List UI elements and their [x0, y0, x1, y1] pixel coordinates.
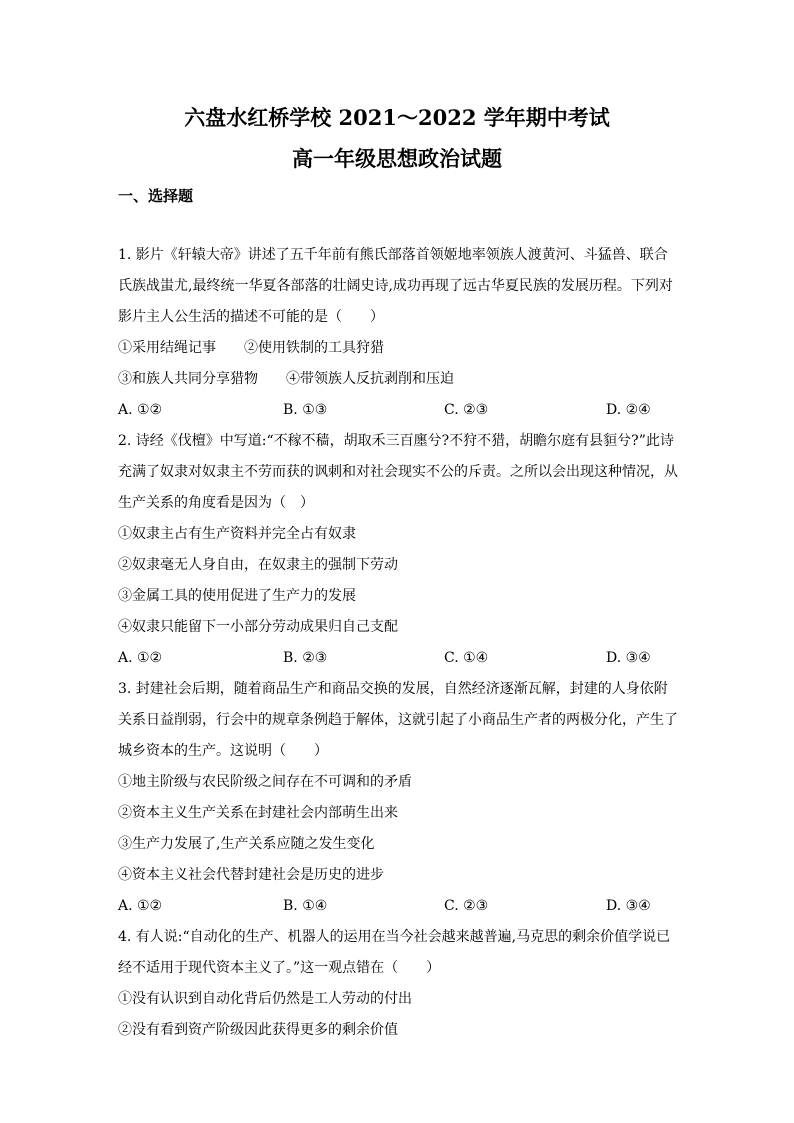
- question-2-statement-4: ④奴隶只能留下一小部分劳动成果归自己支配: [118, 619, 398, 635]
- question-4-stem-line-2: 经不适用于现代资本主义了。”这一观点错在（ ）: [118, 960, 441, 976]
- question-2-option-d: D. ③④: [606, 650, 651, 666]
- question-2-statement-3: ③金属工具的使用促进了生产力的发展: [118, 588, 356, 604]
- question-2-option-c: C. ①④: [444, 650, 489, 666]
- question-2-stem-line-1: 2. 诗经《伐檀》中写道:“不稼不穑，胡取禾三百廛兮?不狩不猎，胡瞻尔庭有县貆兮?”此诗: [118, 433, 674, 449]
- question-1-stem-line-1: 1. 影片《轩辕大帝》讲述了五千年前有熊氏部落首领姬地率领族人渡黄河、斗猛兽、联合: [118, 247, 668, 263]
- question-2-option-a: A. ①②: [118, 650, 163, 666]
- question-2-statement-2: ②奴隶毫无人身自由，在奴隶主的强制下劳动: [118, 557, 398, 573]
- question-1-option-b: B. ①③: [283, 402, 328, 418]
- question-3-statement-2: ②资本主义生产关系在封建社会内部萌生出来: [118, 805, 398, 821]
- question-2-stem-line-3: 生产关系的角度看是因为（ ）: [118, 495, 314, 511]
- question-3-stem-line-2: 关系日益削弱，行会中的规章条例趋于解体，这就引起了小商品生产者的两极分化，产生了: [118, 712, 678, 728]
- question-3-stem-line-3: 城乡资本的生产。这说明（ ）: [118, 743, 328, 759]
- question-3-statement-4: ④资本主义社会代替封建社会是历史的进步: [118, 867, 384, 883]
- question-3-statement-1: ①地主阶级与农民阶级之间存在不可调和的矛盾: [118, 774, 412, 790]
- question-3-stem-line-1: 3. 封建社会后期，随着商品生产和商品交换的发展，自然经济逐渐瓦解，封建的人身依附: [118, 681, 668, 697]
- question-3-option-b: B. ①④: [283, 898, 328, 914]
- question-1-option-d: D. ②④: [606, 402, 651, 418]
- question-4-stem-line-1: 4. 有人说:“自动化的生产、机器人的运用在当今社会越来越普遍,马克思的剩余价值学说已: [118, 929, 671, 945]
- question-1-stem-line-2: 氏族战蚩尤,最终统一华夏各部落的壮阔史诗,成功再现了远古华夏民族的发展历程。下列对: [118, 278, 673, 294]
- question-1-stem-line-3: 影片主人公生活的描述不可能的是（ ）: [118, 309, 384, 325]
- question-4-statement-1: ①没有认识到自动化背后仍然是工人劳动的付出: [118, 991, 412, 1007]
- question-1-statement-2: ③和族人共同分享猎物 ④带领族人反抗剥削和压迫: [118, 371, 454, 387]
- exam-title: 六盘水红桥学校 2021～2022 学年期中考试: [184, 105, 610, 130]
- question-2-statement-1: ①奴隶主占有生产资料并完全占有奴隶: [118, 526, 356, 542]
- question-3-statement-3: ③生产力发展了,生产关系应随之发生变化: [118, 836, 375, 852]
- question-1-option-c: C. ②③: [444, 402, 489, 418]
- section-heading: 一、选择题: [118, 187, 194, 205]
- exam-subtitle: 高一年级思想政治试题: [292, 146, 502, 171]
- question-2-stem-line-2: 充满了奴隶对奴隶主不劳而获的讽刺和对社会现实不公的斥责。之所以会出现这种情况，从: [118, 464, 678, 480]
- question-1-statement-1: ①采用结绳记事 ②使用铁制的工具狩猎: [118, 340, 384, 356]
- question-1-option-a: A. ①②: [118, 402, 163, 418]
- question-3-option-d: D. ③④: [606, 898, 651, 914]
- question-4-statement-2: ②没有看到资产阶级因此获得更多的剩余价值: [118, 1022, 398, 1038]
- question-2-option-b: B. ②③: [283, 650, 328, 666]
- question-3-option-a: A. ①②: [118, 898, 163, 914]
- question-3-option-c: C. ②③: [444, 898, 489, 914]
